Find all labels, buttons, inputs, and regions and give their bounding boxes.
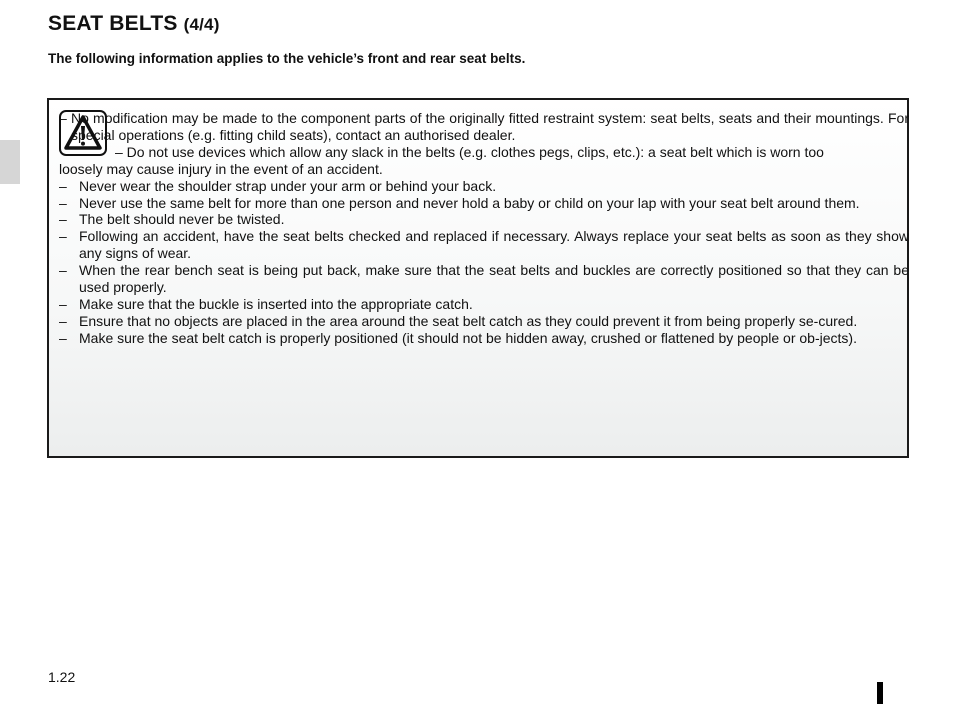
list-item [59,178,909,195]
list-item [59,262,909,296]
warning-item-slack-continued: loosely may cause injury in the event of an accident. [59,160,383,177]
list-item [59,211,909,228]
list-item [59,195,909,212]
list-dash: – [59,295,67,312]
page-title [48,12,220,36]
list-item-text: Make sure the seat belt catch is properly positioned (it should not be hidden away, crushed or flattened by people or ob-jects). [79,329,857,346]
list-dash: – [59,312,67,329]
page-edge-mark [877,682,883,704]
list-dash: – [59,329,67,346]
list-dash: – [59,194,67,211]
list-dash: – [59,228,67,245]
list-item [59,313,909,330]
list-dash: – [59,177,67,194]
list-item-text: Make sure that the buckle is inserted into the appropriate catch. [79,295,473,312]
warning-item-modification: – No modification may be made to the component parts of the originally fitted restraint system: seat belts, seats and their mountings. For special operations (e.g. fitting child seats), contact an authorised dealer. [59,110,909,143]
list-item [59,228,909,262]
list-item-text: Never wear the shoulder strap under your arm or behind your back. [79,177,497,194]
page-title-text: SEAT BELTS [48,12,178,35]
intro-text: The following information applies to the vehicle’s front and rear seat belts. [48,51,526,66]
list-item-text: Ensure that no objects are placed in the area around the seat belt catch as they could prevent it from being properly se-cured. [79,312,858,329]
warning-box [47,98,909,458]
list-item-text: Following an accident, have the seat belts checked and replaced if necessary. Always replace your seat belts as soon as they show any signs of wear. [79,228,909,262]
list-item-text: When the rear bench seat is being put back, make sure that the seat belts and buckles are correctly positioned so that they can be used properly. [79,262,909,296]
list-item [59,330,909,347]
page-title-part: (4/4) [183,15,220,34]
warning-text [59,110,909,347]
list-item [59,296,909,313]
list-item-text: The belt should never be twisted. [79,211,285,228]
page-number: 1.22 [48,669,76,685]
section-tab [0,140,20,184]
warning-item-slack: – Do not use devices which allow any slack in the belts (e.g. clothes pegs, clips, etc.): a seat belt which is worn too [115,143,824,160]
list-item-text: Never use the same belt for more than one person and never hold a baby or child on your lap with your seat belt around them. [79,194,860,211]
list-dash: – [59,211,67,228]
list-dash: – [59,262,67,279]
